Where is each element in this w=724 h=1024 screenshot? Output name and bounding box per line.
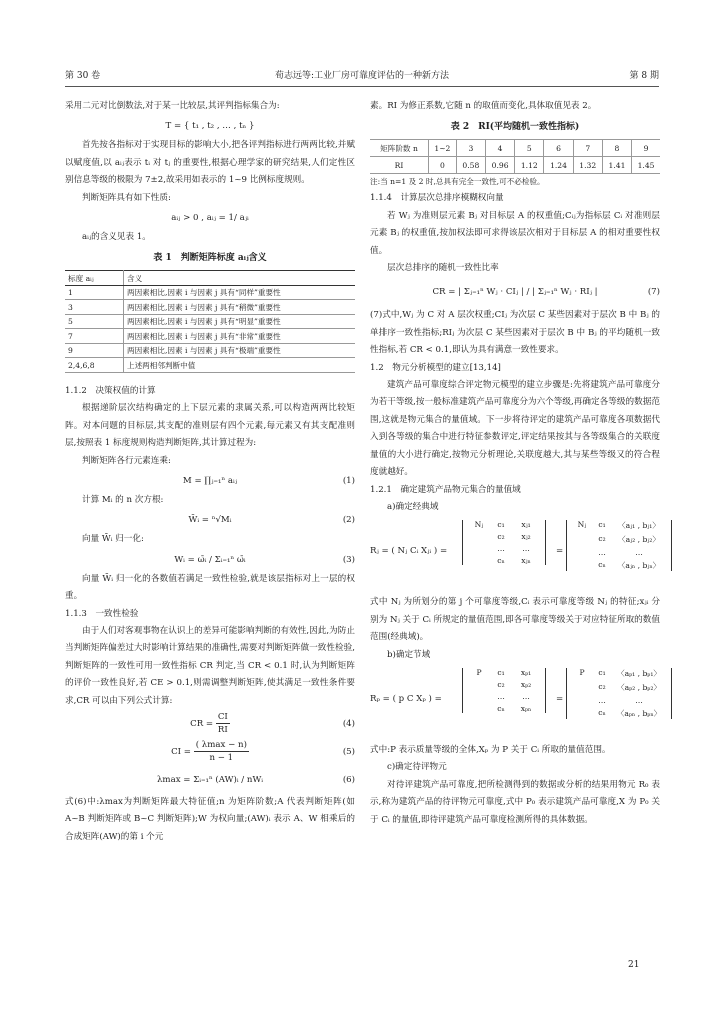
equation-3: Wᵢ = ω̄ᵢ / Σᵢ₌₁ⁿ ω̄ᵢ (3) bbox=[174, 554, 355, 565]
section-heading: 1.1.2 决策权值的计算 bbox=[65, 385, 156, 396]
equation-7: CR = | Σⱼ₌₁ⁿ Wⱼ · CIⱼ | / | Σⱼ₌₁ⁿ Wⱼ · RIⱼ | (7) bbox=[432, 287, 660, 298]
paragraph: 首先按各指标对于实现目标的影响大小,把各评判指标进行两两比较,并赋以赋度值,以 aᵢⱼ表示 tᵢ 对 tⱼ 的重要性,根据心理学家的研究结果,人们定性区别信息等级的极限为 7±2,故采用如表示的 1~9 比例标度规则。 bbox=[65, 140, 355, 186]
paragraph: 判断矩阵各行元素连乘: bbox=[82, 455, 171, 466]
paragraph: 式(6)中:λmax为判断矩阵最大特征值;n 为矩阵阶数;A 代表判断矩阵(如 A~B 判断矩阵或 B~C 判断矩阵);W 为权向量;(AW)ᵢ 表示 A、W 相乘后的合成矩阵(AW)的第 i 个元 bbox=[65, 797, 355, 842]
running-header bbox=[65, 68, 659, 82]
matrix-classical-domain: Rⱼ = ( Nⱼ Cᵢ Xⱼᵢ ) = Nⱼ c₁ xⱼ₁ c₂ xⱼ₂ … … cₙ xⱼₙ = Nⱼ c₁ 〈aⱼ₁ , bⱼ₁〉 c₂ 〈aⱼ₂ , bⱼ₂〉 … … cₙ 〈aⱼₙ , bⱼₙ〉 bbox=[370, 520, 660, 590]
paragraph: 向量 W̄ᵢ 归一化的各数值若满足一致性检验,就是该层指标对上一层的权重。 bbox=[65, 573, 355, 602]
table-row: 3 两因素相比,因素 i 与因素 j 具有“稍微”重要性 bbox=[65, 300, 355, 315]
page-number: 21 bbox=[628, 960, 640, 970]
paragraph: 计算 Mᵢ 的 n 次方根: bbox=[82, 494, 164, 505]
header-title: 荀志远等:工业厂房可靠度评估的一种新方法 bbox=[274, 71, 450, 81]
matrix-section-domain: Rₚ = ( p C Xₚ ) = P c₁ xₚ₁ c₂ xₚ₂ … … cₙ xₚₙ = P c₁ 〈aₚ₁ , bₚ₁〉 c₂ 〈aₚ₂ , bₚ₂〉 … … cₙ 〈aₚₙ , bₚₙ〉 bbox=[370, 668, 660, 738]
paragraph: 对待评建筑产品可靠度,把所检测得到的数据或分析的结果用物元 R₀ 表示,称为建筑产品的待评物元可靠度,式中 P₀ 表示建筑产品可靠度,X 为 P₀ 关于 Cᵢ 的量值,即待评建筑产品可靠度检测所得的具体数据。 bbox=[370, 779, 660, 825]
paragraph: 向量 W̄ᵢ 归一化: bbox=[82, 534, 144, 545]
equation-2: W̄ᵢ = ⁿ√Mᵢ (2) bbox=[188, 515, 355, 526]
matrix-right: Nⱼ c₁ 〈aⱼ₁ , bⱼ₁〉 c₂ 〈aⱼ₂ , bⱼ₂〉 … … cₙ 〈aⱼₙ , bⱼₙ〉 bbox=[566, 520, 672, 571]
section-heading: 1.2 物元分析模型的建立[13,14] bbox=[370, 362, 501, 373]
table-row: 7 两因素相比,因素 i 与因素 j 具有“非常”重要性 bbox=[65, 329, 355, 344]
table-row: RI 0 0.58 0.96 1.12 1.24 1.32 1.41 1.45 bbox=[370, 157, 660, 174]
table-row: 9 两因素相比,因素 i 与因素 j 具有“极端”重要性 bbox=[65, 343, 355, 358]
matrix-left: Nⱼ c₁ xⱼ₁ c₂ xⱼ₂ … … cₙ xⱼₙ bbox=[462, 520, 546, 565]
paragraph: aᵢⱼ的含义见表 1。 bbox=[82, 232, 151, 243]
table2-caption: 表 2 RI(平均随机一致性指标) bbox=[450, 122, 580, 133]
section-heading: 1.1.3 一致性检验 bbox=[65, 608, 139, 619]
header-rule bbox=[65, 86, 659, 87]
table1-header: 含义 bbox=[124, 271, 356, 286]
subsection-label: b)确定节域 bbox=[387, 649, 431, 660]
subsection-label: a)确定经典域 bbox=[387, 501, 439, 512]
right-column bbox=[370, 98, 660, 829]
table-row: 矩阵阶数 n 1~2 3 4 5 6 7 8 9 bbox=[370, 140, 660, 157]
paragraph: (7)式中,Wⱼ 为 C 对 A 层次权重;CIⱼ 为次层 C 某些因素对于层次 B 中 Bⱼ 的单排序一致性指标;RIⱼ 为次层 C 某些因素对于层次 B 中 Bⱼ 的平均随机一致性指标,若 CR < 0.1,即认为具有满意一致性要求。 bbox=[370, 310, 660, 356]
equation-5: CI = $\frac{( \lambda\max - n)}{n - 1}$ (5) bbox=[171, 740, 355, 764]
table1 bbox=[65, 270, 355, 373]
paragraph: 若 Wⱼ 为准则层元素 Bⱼ 对目标层 A 的权重值;Cᵢⱼ为指标层 Cᵢ 对准则层元素 Bⱼ 的权重值,按加权法即可求得该层次相对于目标层 A 的相对重要性权值。 bbox=[370, 210, 660, 256]
table-row: 5 两因素相比,因素 i 与因素 j 具有“明显”重要性 bbox=[65, 314, 355, 329]
matrix-left: P c₁ xₚ₁ c₂ xₚ₂ … … cₙ xₚₙ bbox=[462, 668, 546, 713]
equation-4: CR = $\frac{CI}{RI}$ (4) bbox=[190, 712, 355, 736]
table2 bbox=[370, 139, 660, 174]
left-column bbox=[65, 98, 355, 846]
table-row: 1 两因素相比,因素 i 与因素 j 具有“同样”重要性 bbox=[65, 285, 355, 300]
header-volume: 第 30 卷 bbox=[65, 71, 101, 81]
table1-caption: 表 1 判断矩阵标度 aᵢⱼ含义 bbox=[153, 253, 267, 264]
table1-header: 标度 aᵢⱼ bbox=[65, 271, 124, 286]
section-heading: 1.1.4 计算层次总排序模糊权向量 bbox=[370, 193, 504, 204]
section-heading: 1.2.1 确定建筑产品物元集合的量值域 bbox=[370, 484, 521, 495]
header-issue: 第 8 期 bbox=[629, 71, 659, 81]
equation-t: T = { t₁ , t₂ , … , tₙ } bbox=[165, 121, 255, 132]
paragraph: 建筑产品可靠度综合评定物元模型的建立步骤是:先将建筑产品可靠度分为若干等级,按一般标准建筑产品可靠度分为六个等级,再确定各等级的数据范围,这就是物元集合的量值域。下一步将待评定的建筑产品可靠度各项数据代入到各等级的集合中进行特征参数评定,评定结果按其与各等级集合的关联度量值的大小进行确定,按物元分析理论,关联度越大,其与某些等级又的符合程度就越好。 bbox=[370, 380, 660, 478]
paragraph: 采用二元对比倒数法,对于某一比较层,其评判指标集合为: bbox=[65, 101, 280, 111]
paragraph: 式中 Nⱼ 为所划分的第 j 个可靠度等级,Cᵢ 表示可靠度等级 Nⱼ 的特征;xⱼᵢ 分别为 Nⱼ 关于 Cᵢ 所规定的量值范围,即各可靠度等级关于对应特征所取的数值范围(经典域)。 bbox=[370, 597, 660, 643]
paragraph: 由于人们对客观事物在认识上的差异可能影响判断的有效性,因此,为防止当判断矩阵偏差过大时影响计算结果的准确性,需要对判断矩阵做一致性检验,判断矩阵的一致性可用一致性指标 CR 判定,当 CR < 0.1 时,认为判断矩阵的评价一致性良好,若 CE > 0.1,则需调整判断矩阵,使其满足一致性条件要求,CR 可以由下列公式计算: bbox=[65, 626, 355, 706]
paragraph: 式中:P 表示质量等级的全体,Xₚ 为 P 关于 Cᵢ 所取的量值范围。 bbox=[370, 744, 611, 755]
equation-6: λmax = Σᵢ₌₁ⁿ (AW)ᵢ / nWᵢ (6) bbox=[156, 775, 355, 786]
table-row: 2,4,6,8 上述两相邻判断中值 bbox=[65, 358, 355, 373]
equation-1: M = ∏ⱼ₌₁ⁿ aᵢⱼ (1) bbox=[182, 475, 355, 486]
table2-note: 注:当 n=1 及 2 时,总具有完全一致性,可不必检验。 bbox=[370, 177, 545, 187]
paragraph: 判断矩阵具有如下性质: bbox=[82, 192, 171, 203]
paragraph: 根据递阶层次结构确定的上下层元素的隶属关系,可以构造两两比较矩阵。对本问题的目标层,其支配的准则层有四个元素,每元素又有其支配准则层,按照表 1 标度规则构造判断矩阵,其计算过程为: bbox=[65, 403, 355, 449]
paragraph: 素。RI 为修正系数,它随 n 的取值而变化,具体取值见表 2。 bbox=[370, 101, 597, 111]
matrix-right: P c₁ 〈aₚ₁ , bₚ₁〉 c₂ 〈aₚ₂ , bₚ₂〉 … … cₙ 〈aₚₙ , bₚₙ〉 bbox=[566, 668, 672, 719]
subsection-label: c)确定待评物元 bbox=[387, 762, 447, 773]
equation-property: aᵢⱼ > 0 , aᵢⱼ = 1/ aⱼᵢ bbox=[171, 213, 249, 224]
paragraph: 层次总排序的随机一致性比率 bbox=[387, 263, 499, 274]
